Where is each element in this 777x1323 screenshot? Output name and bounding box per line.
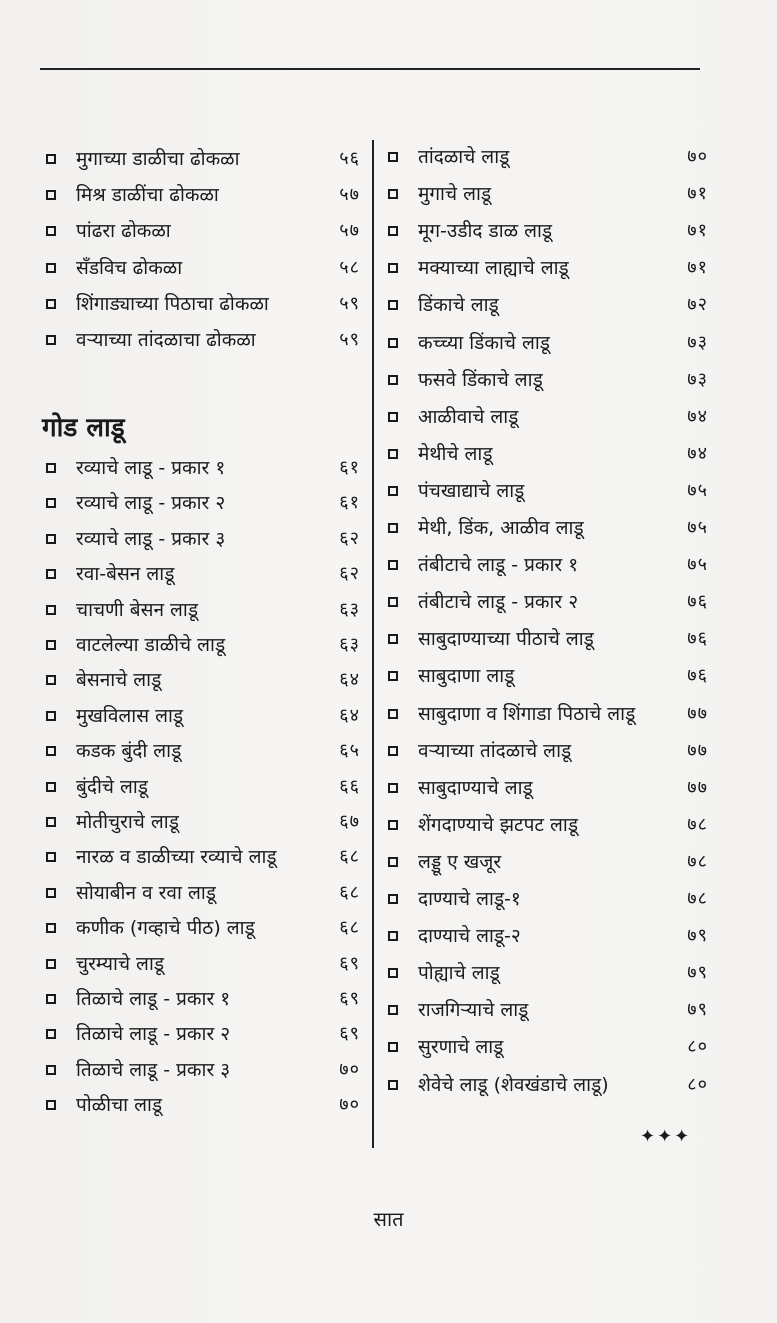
toc-item [42,1023,360,1045]
checkbox-icon [46,1065,56,1075]
toc-item-page-number: ६६ [339,775,360,797]
toc-item-label: मुगाचे लाडू [418,183,492,206]
checkbox-icon [46,675,56,685]
toc-item [42,811,360,833]
toc-item-label: रव्याचे लाडू - प्रकार १ [76,457,226,479]
toc-item-label: तंबीटाचे लाडू - प्रकार २ [418,591,579,614]
checkbox-icon [388,894,398,904]
toc-item [384,888,708,910]
toc-item-page-number: ५८ [339,256,360,278]
checkbox-icon [46,190,56,200]
toc-item [42,1059,360,1081]
toc-item-label: मेथी, डिंक, आळीव लाडू [418,517,584,539]
toc-item-page-number: ७७ [687,739,708,761]
checkbox-icon [388,820,398,830]
toc-item-label: सुरणाचे लाडू [418,1036,504,1059]
toc-item-label: कच्च्या डिंकाचे लाडू [418,331,550,354]
toc-item-label: मिश्र डाळींचा ढोकळा [76,184,219,207]
toc-item-page-number: ८० [687,1036,708,1058]
toc-item [384,814,708,836]
toc-item-page-number: ७० [687,146,708,167]
toc-item-page-number: ५६ [339,148,360,169]
toc-item-page-number: ६७ [339,811,360,832]
toc-item-label: शिंगाड्याच्या पिठाचा ढोकळा [76,292,269,315]
toc-item-page-number: ७१ [687,183,708,205]
checkbox-icon [46,263,56,273]
checkbox-icon [388,152,398,162]
toc-item-label: तांदळाचे लाडू [418,146,510,168]
checkbox-icon [388,709,398,719]
top-rule [40,68,700,70]
toc-item [42,776,360,798]
toc-item-label: साबुदाण्याचे लाडू [418,776,533,799]
checkbox-icon [388,1080,398,1090]
toc-item [384,1036,708,1058]
toc-item-label: साबुदाणा लाडू [418,665,515,688]
checkbox-icon [46,888,56,898]
toc-item-label: सोयाबीन व रवा लाडू [76,881,216,904]
toc-item-page-number: ७९ [687,962,708,984]
toc-item-page-number: ६२ [339,563,360,585]
checkbox-icon [46,782,56,792]
toc-item-page-number: ७१ [687,220,708,242]
toc-item-label: शेंगदाण्याचे झटपट लाडू [418,813,579,836]
checkbox-icon [388,968,398,978]
toc-item [384,777,708,799]
toc-item [42,634,360,656]
checkbox-icon [388,189,398,199]
toc-item-page-number: ५९ [339,292,360,314]
toc-item-label: बेसनाचे लाडू [76,669,162,692]
section-title: गोड लाडू [42,413,125,443]
toc-item [384,740,708,762]
toc-item-label: सँडविच ढोकळा [76,256,183,279]
toc-item-label: बुंदीचे लाडू [76,775,148,798]
toc-item-page-number: ६४ [339,704,360,726]
column-divider [372,140,374,1148]
toc-item [384,962,708,984]
checkbox-icon [388,1042,398,1052]
toc-item [42,740,360,762]
toc-item-label: मुखविलास लाडू [76,704,184,727]
toc-item-page-number: ७९ [687,925,708,947]
toc-item [42,563,360,585]
toc-item-page-number: ६३ [339,634,360,655]
toc-item-page-number: ७५ [687,479,708,501]
toc-item-label: शेवेचे लाडू (शेवखंडाचे लाडू) [418,1073,609,1096]
toc-item [42,705,360,727]
toc-item-label: डिंकाचे लाडू [418,294,499,317]
toc-item [384,480,708,502]
checkbox-icon [388,263,398,273]
toc-item-page-number: ७० [339,1058,360,1080]
checkbox-icon [46,534,56,544]
toc-item-label: दाण्याचे लाडू-१ [418,888,521,910]
toc-item [384,369,708,391]
toc-item [42,1094,360,1116]
toc-item-label: वऱ्याच्या तांदळाचा ढोकळा [76,329,256,351]
toc-item-page-number: ६९ [339,1023,360,1045]
toc-item-page-number: ७८ [687,850,708,872]
toc-item-page-number: ७३ [687,368,708,390]
toc-item-page-number: ६३ [339,598,360,620]
checkbox-icon [388,560,398,570]
toc-item [42,953,360,975]
toc-item-label: तिळाचे लाडू - प्रकार २ [76,1023,231,1046]
toc-item-label: लड्डू ए खजूर [418,850,502,873]
toc-item [384,591,708,613]
toc-item [42,457,360,479]
toc-item-label: पांढरा ढोकळा [76,220,171,243]
toc-item-label: तिळाचे लाडू - प्रकार १ [76,988,231,1010]
toc-item-page-number: ७४ [687,405,708,427]
toc-item-label: वऱ्याच्या तांदळाचे लाडू [418,739,572,762]
toc-item-label: दाण्याचे लाडू-२ [418,925,521,948]
toc-item-label: राजगिऱ्याचे लाडू [418,999,529,1022]
checkbox-icon [46,569,56,579]
checkbox-icon [46,299,56,309]
toc-item-page-number: ५७ [339,220,360,242]
checkbox-icon [46,463,56,473]
toc-item-label: पंचखाद्याचे लाडू [418,479,525,502]
toc-item-label: फसवे डिंकाचे लाडू [418,368,543,391]
toc-item-page-number: ७७ [687,776,708,798]
toc-item-label: मुगाच्या डाळीचा ढोकळा [76,148,240,170]
toc-item-page-number: ७६ [687,665,708,687]
checkbox-icon [388,634,398,644]
toc-item-label: तिळाचे लाडू - प्रकार ३ [76,1058,231,1081]
checkbox-icon [46,711,56,721]
toc-item-label: मेथीचे लाडू [418,442,493,465]
toc-item [42,220,360,242]
toc-item [384,146,708,168]
toc-item-label: मोतीचुराचे लाडू [76,811,179,833]
toc-item-label: वाटलेल्या डाळीचे लाडू [76,634,226,656]
checkbox-icon [388,300,398,310]
toc-item-label: चाचणी बेसन लाडू [76,598,198,621]
toc-item [42,988,360,1010]
checkbox-icon [388,597,398,607]
toc-item-page-number: ७७ [687,702,708,724]
checkbox-icon [388,226,398,236]
toc-item-label: पोह्याचे लाडू [418,962,500,985]
checkbox-icon [388,1005,398,1015]
checkbox-icon [388,375,398,385]
checkbox-icon [46,335,56,345]
checkbox-icon [388,486,398,496]
checkbox-icon [46,746,56,756]
checkbox-icon [388,338,398,348]
toc-item-label: चुरम्याचे लाडू [76,952,165,975]
toc-item [384,294,708,316]
toc-item-page-number: ७६ [687,628,708,650]
toc-item-page-number: ८० [687,1073,708,1095]
toc-item-page-number: ६८ [339,846,360,868]
checkbox-icon [46,923,56,933]
checkbox-icon [46,154,56,164]
toc-item [42,184,360,206]
toc-item-page-number: ७२ [687,294,708,316]
toc-item [42,492,360,514]
toc-item [42,599,360,621]
toc-item-page-number: ७८ [687,813,708,835]
toc-item [42,669,360,691]
checkbox-icon [46,605,56,615]
toc-item-label: मक्याच्या लाह्याचे लाडू [418,257,569,280]
toc-item [42,846,360,868]
checkbox-icon [388,412,398,422]
checkbox-icon [46,817,56,827]
toc-item-page-number: ६९ [339,988,360,1009]
toc-item-page-number: ७४ [687,442,708,464]
toc-item [384,999,708,1021]
toc-item-label: साबुदाण्याच्या पीठाचे लाडू [418,628,594,651]
toc-item-page-number: ७६ [687,591,708,613]
toc-item-page-number: ७० [339,1094,360,1116]
toc-item [384,851,708,873]
toc-item [384,665,708,687]
toc-item-page-number: ५९ [339,329,360,350]
checkbox-icon [388,449,398,459]
toc-item-label: नारळ व डाळीच्या रव्याचे लाडू [76,846,277,869]
toc-item-page-number: ७५ [687,554,708,576]
checkbox-icon [46,959,56,969]
toc-item [42,528,360,550]
toc-item-label: कणीक (गव्हाचे पीठ) लाडू [76,917,255,940]
toc-item-label: रवा-बेसन लाडू [76,563,175,586]
toc-item [384,554,708,576]
checkbox-icon [388,671,398,681]
toc-item [42,882,360,904]
toc-item-label: रव्याचे लाडू - प्रकार ३ [76,527,226,550]
toc-item [384,628,708,650]
checkbox-icon [46,498,56,508]
toc-item-page-number: ७१ [687,257,708,279]
checkbox-icon [46,1100,56,1110]
toc-item [42,329,360,351]
toc-item-label: कडक बुंदी लाडू [76,740,182,763]
toc-item-label: पोळीचा लाडू [76,1094,163,1117]
toc-item-label: रव्याचे लाडू - प्रकार २ [76,492,226,515]
checkbox-icon [46,1029,56,1039]
toc-item-label: मूग-उडीद डाळ लाडू [418,220,553,243]
toc-item-page-number: ६४ [339,669,360,691]
toc-item [384,443,708,465]
toc-item-page-number: ७३ [687,331,708,353]
toc-item-page-number: ७९ [687,999,708,1021]
checkbox-icon [388,746,398,756]
toc-item-page-number: ६१ [339,457,360,478]
toc-item [42,917,360,939]
toc-item [384,406,708,428]
checkbox-icon [46,640,56,650]
checkbox-icon [388,857,398,867]
toc-item-page-number: ५७ [339,184,360,206]
page-number-footer: सात [373,1207,404,1231]
checkbox-icon [46,226,56,236]
toc-item-page-number: ६९ [339,952,360,974]
toc-item-page-number: ६५ [339,740,360,762]
toc-item-page-number: ६१ [339,492,360,514]
toc-item-label: तंबीटाचे लाडू - प्रकार १ [418,554,579,577]
toc-item-label: साबुदाणा व शिंगाडा पिठाचे लाडू [418,702,636,725]
toc-item [384,332,708,354]
toc-item [384,703,708,725]
toc-item [384,925,708,947]
checkbox-icon [46,852,56,862]
end-mark: ✦✦✦ [640,1126,692,1147]
toc-item-label: आळीवाचे लाडू [418,405,519,428]
checkbox-icon [46,994,56,1004]
toc-item [384,257,708,279]
checkbox-icon [388,931,398,941]
toc-item [384,220,708,242]
checkbox-icon [388,783,398,793]
toc-item-page-number: ७८ [687,888,708,909]
checkbox-icon [388,523,398,533]
toc-item [42,293,360,315]
toc-item-page-number: ७५ [687,517,708,538]
toc-item-page-number: ६८ [339,881,360,903]
toc-item [42,257,360,279]
toc-item-page-number: ६२ [339,527,360,549]
toc-item [384,1074,708,1096]
toc-item [384,517,708,539]
toc-item-page-number: ६८ [339,917,360,939]
toc-item [384,183,708,205]
toc-item [42,148,360,170]
